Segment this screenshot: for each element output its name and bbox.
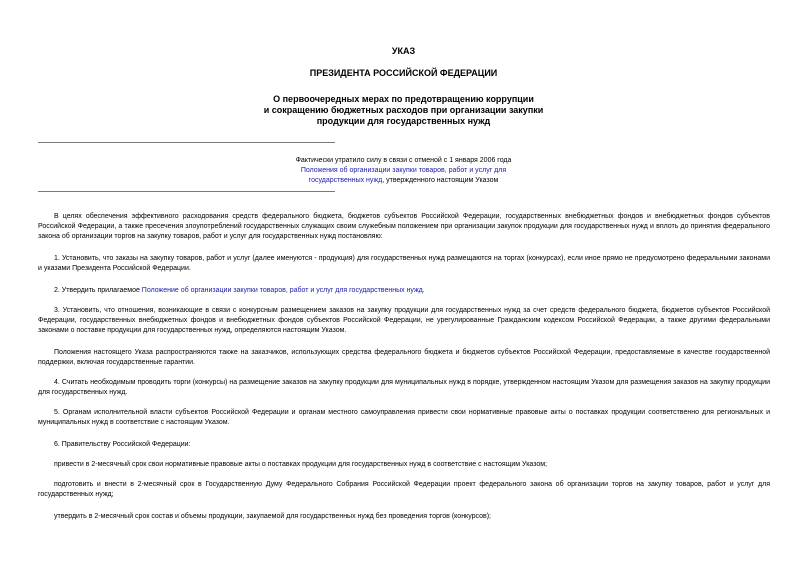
paragraph-text: 6. Правительству Российской Федерации: [54, 441, 191, 448]
paragraph-10 [38, 512, 770, 522]
subject-line-3: продукции для государственных нужд [316, 116, 491, 126]
document-subject [0, 94, 807, 127]
paragraph-text: привести в 2-месячный срок свои нормативные правовые акты о поставках продукции для государственных нужд в соответствие с настоящим Указом; [54, 461, 548, 468]
document-type-title: УКАЗ [391, 46, 416, 56]
status-note [0, 156, 807, 186]
paragraph-5 [38, 378, 770, 398]
status-note-line-1: Фактически утратило силу в связи с отменой с 1 января 2006 года [295, 157, 512, 164]
paragraph-text: В целях обеспечения эффективного расходования средств федерального бюджета, бюджетов субъектов Российской Федерации, государственных внебюджетных фондов и внебюджетных фондов субъектов Российской Федерации, а также пресечения злоупотреблений государственных служащих своим служебным положением при организации закупок продукции для государственных нужд и вплоть до принятия федерального закона об организации торгов на закупку товаров, работ и услуг для государственных нужд постановляю: [38, 213, 770, 240]
paragraph-8 [38, 460, 770, 470]
regulation-link[interactable]: Положение об организации закупки товаров, работ и услуг для государственных нужд [141, 287, 423, 294]
paragraph-text: утвердить в 2-месячный срок состав и объемы продукции, закупаемой для государственных нужд без проведения торгов (конкурсов); [54, 513, 491, 520]
paragraph-text: 1. Установить, что заказы на закупку товаров, работ и услуг (далее именуются - продукция) для государственных нужд размещаются на торгах (конкурсах), если иное прямо не предусмотрено федеральными законами и указами Президента Российской Федерации. [38, 255, 770, 272]
status-note-line-3-rest: , утвержденного настоящим Указом [382, 177, 499, 184]
paragraph-text: 3. Установить, что отношения, возникающие в связи с конкурсным размещением заказов на закупку продукции для государственных нужд за счет средств федерального бюджета, бюджетов субъектов Российской Федерации, государственных внебюджетных фондов и внебюджетных фондов субъектов Российской Федерации, не урегулированные Гражданским кодексом Российской Федерации, а также другими федеральными законами о поставке продукции для государственных нужд, определяются настоящим Указом. [38, 307, 770, 334]
paragraph-text: Положения настоящего Указа распространяются также на заказчиков, использующих средства федерального бюджета и бюджетов субъектов Российской Федерации, предоставляемые в качестве государственной поддержки, включая государственные гарантии. [38, 349, 770, 366]
separator-top [38, 142, 335, 143]
paragraph-text: 4. Считать необходимым проводить торги (конкурсы) на размещение заказов на закупку продукции для муниципальных нужд в порядке, утвержденном настоящим Указом для размещения заказов на закупку продукции для государственных нужд. [38, 379, 770, 396]
paragraph-2-suffix: . [422, 287, 425, 294]
paragraph-7 [38, 440, 770, 450]
paragraph-9 [38, 480, 770, 500]
separator-bottom [38, 191, 335, 192]
paragraph-text: подготовить и внести в 2-месячный срок в Государственную Думу Федерального Собрания Российской Федерации проект федерального закона об организации торгов на закупку товаров, работ и услуг для государственных нужд; [38, 481, 770, 498]
paragraph-1 [38, 254, 770, 274]
issuer-title: ПРЕЗИДЕНТА РОССИЙСКОЙ ФЕДЕРАЦИИ [309, 68, 498, 78]
subject-line-1: О первоочередных мерах по предотвращению коррупции [273, 94, 534, 104]
paragraph-3 [38, 306, 770, 336]
paragraph-2 [38, 286, 770, 296]
status-note-link-line-2[interactable]: государственных нужд [308, 177, 383, 184]
paragraph-text: 5. Органам исполнительной власти субъектов Российской Федерации и органам местного самоуправления привести свои нормативные правовые акты о поставках продукции соответственно для региональных и муниципальных нужд в соответствие с настоящим Указом. [38, 409, 770, 426]
paragraph-4 [38, 348, 770, 368]
paragraph-6 [38, 408, 770, 428]
paragraph-2-prefix: 2. Утвердить прилагаемое [54, 287, 142, 294]
subject-line-2: и сокращению бюджетных расходов при организации закупки [263, 105, 544, 115]
status-note-link-line-1[interactable]: Положения об организации закупки товаров, работ и услуг для [300, 167, 507, 174]
paragraph-preamble [38, 212, 770, 242]
